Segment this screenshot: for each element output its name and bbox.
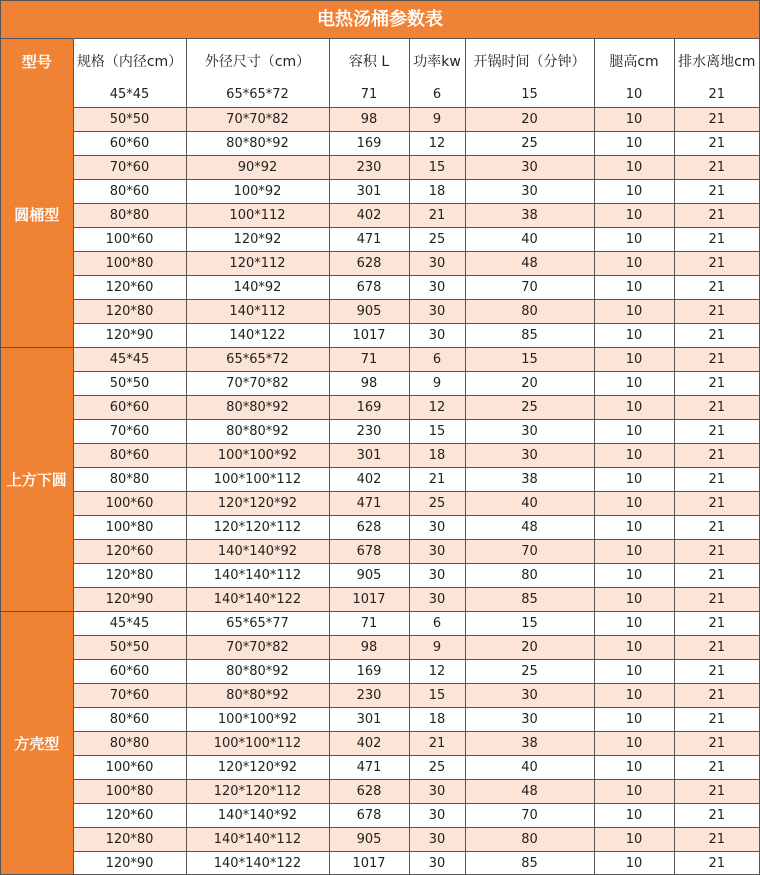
cell-power: 15 <box>409 419 465 443</box>
cell-power: 18 <box>409 443 465 467</box>
cell-drain-height: 21 <box>674 131 759 155</box>
cell-outer-size: 100*100*112 <box>186 731 329 755</box>
cell-drain-height: 21 <box>674 371 759 395</box>
cell-leg-height: 10 <box>594 563 674 587</box>
cell-volume: 301 <box>329 179 409 203</box>
table-row <box>1 131 759 155</box>
cell-leg-height: 10 <box>594 467 674 491</box>
table-row <box>1 83 759 107</box>
cell-power: 15 <box>409 683 465 707</box>
cell-inner-size: 50*50 <box>73 371 186 395</box>
cell-leg-height: 10 <box>594 275 674 299</box>
table-row <box>1 731 759 755</box>
cell-boil-time: 15 <box>465 83 594 107</box>
cell-boil-time: 70 <box>465 275 594 299</box>
cell-boil-time: 30 <box>465 707 594 731</box>
cell-leg-height: 10 <box>594 635 674 659</box>
cell-power: 9 <box>409 635 465 659</box>
cell-leg-height: 10 <box>594 539 674 563</box>
table-row <box>1 563 759 587</box>
cell-power: 30 <box>409 827 465 851</box>
cell-inner-size: 60*60 <box>73 131 186 155</box>
cell-power: 15 <box>409 155 465 179</box>
cell-power: 6 <box>409 83 465 107</box>
table-row <box>1 443 759 467</box>
cell-inner-size: 100*60 <box>73 227 186 251</box>
table-row <box>1 347 759 371</box>
cell-inner-size: 120*90 <box>73 851 186 875</box>
cell-volume: 71 <box>329 611 409 635</box>
cell-outer-size: 70*70*82 <box>186 107 329 131</box>
group-label: 方壳型 <box>1 611 73 875</box>
cell-power: 18 <box>409 707 465 731</box>
cell-volume: 230 <box>329 683 409 707</box>
cell-volume: 678 <box>329 803 409 827</box>
cell-outer-size: 65*65*77 <box>186 611 329 635</box>
cell-drain-height: 21 <box>674 155 759 179</box>
header-outer-size: 外径尺寸（cm） <box>186 39 329 83</box>
cell-volume: 905 <box>329 299 409 323</box>
cell-power: 30 <box>409 563 465 587</box>
cell-inner-size: 80*60 <box>73 707 186 731</box>
page-title: 电热汤桶参数表 <box>1 1 759 39</box>
cell-drain-height: 21 <box>674 83 759 107</box>
cell-leg-height: 10 <box>594 83 674 107</box>
table-row <box>1 467 759 491</box>
cell-outer-size: 140*92 <box>186 275 329 299</box>
cell-boil-time: 70 <box>465 803 594 827</box>
cell-drain-height: 21 <box>674 707 759 731</box>
cell-leg-height: 10 <box>594 323 674 347</box>
cell-leg-height: 10 <box>594 851 674 875</box>
cell-inner-size: 80*60 <box>73 443 186 467</box>
cell-volume: 905 <box>329 827 409 851</box>
table-row <box>1 755 759 779</box>
cell-outer-size: 65*65*72 <box>186 83 329 107</box>
cell-outer-size: 70*70*82 <box>186 635 329 659</box>
cell-volume: 98 <box>329 635 409 659</box>
cell-volume: 1017 <box>329 851 409 875</box>
cell-volume: 402 <box>329 203 409 227</box>
cell-volume: 402 <box>329 731 409 755</box>
cell-drain-height: 21 <box>674 563 759 587</box>
cell-leg-height: 10 <box>594 227 674 251</box>
cell-inner-size: 120*90 <box>73 587 186 611</box>
cell-inner-size: 80*80 <box>73 467 186 491</box>
cell-power: 30 <box>409 515 465 539</box>
cell-outer-size: 90*92 <box>186 155 329 179</box>
cell-outer-size: 140*140*122 <box>186 587 329 611</box>
cell-power: 6 <box>409 347 465 371</box>
cell-drain-height: 21 <box>674 395 759 419</box>
cell-leg-height: 10 <box>594 491 674 515</box>
cell-drain-height: 21 <box>674 659 759 683</box>
table-row <box>1 539 759 563</box>
cell-outer-size: 70*70*82 <box>186 371 329 395</box>
table-row <box>1 203 759 227</box>
cell-drain-height: 21 <box>674 587 759 611</box>
cell-volume: 678 <box>329 275 409 299</box>
cell-inner-size: 120*80 <box>73 827 186 851</box>
table-row <box>1 299 759 323</box>
cell-drain-height: 21 <box>674 851 759 875</box>
table-row <box>1 827 759 851</box>
table-row <box>1 371 759 395</box>
table-row <box>1 683 759 707</box>
table-row <box>1 275 759 299</box>
cell-leg-height: 10 <box>594 443 674 467</box>
cell-outer-size: 140*140*92 <box>186 803 329 827</box>
cell-boil-time: 20 <box>465 635 594 659</box>
cell-leg-height: 10 <box>594 251 674 275</box>
cell-inner-size: 100*80 <box>73 515 186 539</box>
cell-volume: 628 <box>329 779 409 803</box>
cell-power: 30 <box>409 779 465 803</box>
cell-inner-size: 70*60 <box>73 683 186 707</box>
cell-inner-size: 100*60 <box>73 755 186 779</box>
cell-inner-size: 70*60 <box>73 155 186 179</box>
cell-leg-height: 10 <box>594 515 674 539</box>
cell-drain-height: 21 <box>674 491 759 515</box>
cell-boil-time: 48 <box>465 779 594 803</box>
cell-inner-size: 45*45 <box>73 611 186 635</box>
cell-power: 12 <box>409 131 465 155</box>
cell-drain-height: 21 <box>674 251 759 275</box>
table-row <box>1 395 759 419</box>
cell-drain-height: 21 <box>674 179 759 203</box>
cell-volume: 301 <box>329 443 409 467</box>
cell-inner-size: 70*60 <box>73 419 186 443</box>
spec-table <box>1 39 759 875</box>
cell-volume: 1017 <box>329 587 409 611</box>
cell-drain-height: 21 <box>674 731 759 755</box>
cell-boil-time: 30 <box>465 179 594 203</box>
cell-power: 12 <box>409 395 465 419</box>
table-row <box>1 227 759 251</box>
cell-outer-size: 120*120*92 <box>186 491 329 515</box>
cell-drain-height: 21 <box>674 275 759 299</box>
cell-outer-size: 80*80*92 <box>186 131 329 155</box>
cell-drain-height: 21 <box>674 515 759 539</box>
table-row <box>1 779 759 803</box>
cell-leg-height: 10 <box>594 347 674 371</box>
cell-power: 21 <box>409 467 465 491</box>
cell-power: 25 <box>409 227 465 251</box>
cell-volume: 905 <box>329 563 409 587</box>
cell-outer-size: 80*80*92 <box>186 659 329 683</box>
cell-leg-height: 10 <box>594 755 674 779</box>
cell-inner-size: 120*60 <box>73 803 186 827</box>
cell-power: 9 <box>409 107 465 131</box>
cell-boil-time: 38 <box>465 467 594 491</box>
table-row <box>1 323 759 347</box>
cell-drain-height: 21 <box>674 227 759 251</box>
cell-outer-size: 140*122 <box>186 323 329 347</box>
cell-outer-size: 100*100*92 <box>186 707 329 731</box>
group-label: 上方下圆 <box>1 347 73 611</box>
cell-inner-size: 45*45 <box>73 347 186 371</box>
cell-drain-height: 21 <box>674 347 759 371</box>
cell-leg-height: 10 <box>594 611 674 635</box>
cell-leg-height: 10 <box>594 659 674 683</box>
cell-drain-height: 21 <box>674 611 759 635</box>
cell-boil-time: 38 <box>465 731 594 755</box>
table-row <box>1 491 759 515</box>
cell-outer-size: 140*140*92 <box>186 539 329 563</box>
group-label: 圆桶型 <box>1 83 73 347</box>
cell-inner-size: 45*45 <box>73 83 186 107</box>
cell-volume: 98 <box>329 107 409 131</box>
cell-leg-height: 10 <box>594 131 674 155</box>
cell-outer-size: 140*112 <box>186 299 329 323</box>
cell-leg-height: 10 <box>594 371 674 395</box>
cell-inner-size: 120*60 <box>73 539 186 563</box>
cell-boil-time: 80 <box>465 299 594 323</box>
cell-boil-time: 30 <box>465 419 594 443</box>
cell-leg-height: 10 <box>594 179 674 203</box>
cell-boil-time: 80 <box>465 563 594 587</box>
cell-outer-size: 120*112 <box>186 251 329 275</box>
cell-outer-size: 120*120*112 <box>186 515 329 539</box>
cell-boil-time: 20 <box>465 371 594 395</box>
cell-inner-size: 80*80 <box>73 203 186 227</box>
cell-boil-time: 80 <box>465 827 594 851</box>
cell-boil-time: 15 <box>465 347 594 371</box>
cell-drain-height: 21 <box>674 803 759 827</box>
table-row <box>1 419 759 443</box>
cell-power: 30 <box>409 275 465 299</box>
cell-power: 30 <box>409 587 465 611</box>
cell-boil-time: 25 <box>465 131 594 155</box>
table-row <box>1 251 759 275</box>
cell-outer-size: 65*65*72 <box>186 347 329 371</box>
cell-boil-time: 30 <box>465 683 594 707</box>
cell-leg-height: 10 <box>594 683 674 707</box>
cell-volume: 628 <box>329 251 409 275</box>
cell-inner-size: 60*60 <box>73 659 186 683</box>
cell-boil-time: 85 <box>465 587 594 611</box>
header-boil-time: 开锅时间（分钟） <box>465 39 594 83</box>
header-row <box>1 39 759 83</box>
cell-volume: 169 <box>329 659 409 683</box>
table-body <box>1 83 759 875</box>
table-row <box>1 179 759 203</box>
header-drain-height: 排水离地cm <box>674 39 759 83</box>
cell-boil-time: 70 <box>465 539 594 563</box>
cell-leg-height: 10 <box>594 707 674 731</box>
table-row <box>1 155 759 179</box>
cell-outer-size: 80*80*92 <box>186 419 329 443</box>
cell-outer-size: 140*140*122 <box>186 851 329 875</box>
cell-leg-height: 10 <box>594 299 674 323</box>
cell-volume: 71 <box>329 83 409 107</box>
cell-boil-time: 30 <box>465 155 594 179</box>
cell-power: 30 <box>409 851 465 875</box>
cell-inner-size: 120*80 <box>73 563 186 587</box>
header-leg-height: 腿高cm <box>594 39 674 83</box>
cell-leg-height: 10 <box>594 203 674 227</box>
cell-drain-height: 21 <box>674 467 759 491</box>
cell-volume: 98 <box>329 371 409 395</box>
cell-drain-height: 21 <box>674 827 759 851</box>
cell-boil-time: 20 <box>465 107 594 131</box>
cell-boil-time: 85 <box>465 323 594 347</box>
cell-inner-size: 50*50 <box>73 635 186 659</box>
cell-boil-time: 40 <box>465 755 594 779</box>
cell-drain-height: 21 <box>674 635 759 659</box>
cell-power: 9 <box>409 371 465 395</box>
cell-leg-height: 10 <box>594 827 674 851</box>
cell-volume: 301 <box>329 707 409 731</box>
table-row <box>1 611 759 635</box>
cell-inner-size: 80*60 <box>73 179 186 203</box>
cell-power: 30 <box>409 539 465 563</box>
cell-drain-height: 21 <box>674 539 759 563</box>
cell-volume: 230 <box>329 419 409 443</box>
cell-drain-height: 21 <box>674 755 759 779</box>
cell-power: 12 <box>409 659 465 683</box>
cell-inner-size: 100*80 <box>73 779 186 803</box>
cell-inner-size: 100*60 <box>73 491 186 515</box>
cell-outer-size: 100*100*112 <box>186 467 329 491</box>
cell-outer-size: 80*80*92 <box>186 395 329 419</box>
cell-outer-size: 100*92 <box>186 179 329 203</box>
cell-boil-time: 38 <box>465 203 594 227</box>
cell-inner-size: 60*60 <box>73 395 186 419</box>
cell-boil-time: 40 <box>465 227 594 251</box>
cell-outer-size: 120*120*112 <box>186 779 329 803</box>
cell-leg-height: 10 <box>594 419 674 443</box>
cell-leg-height: 10 <box>594 155 674 179</box>
cell-boil-time: 25 <box>465 395 594 419</box>
table-row <box>1 635 759 659</box>
cell-boil-time: 48 <box>465 515 594 539</box>
cell-power: 30 <box>409 251 465 275</box>
cell-power: 18 <box>409 179 465 203</box>
cell-volume: 71 <box>329 347 409 371</box>
cell-inner-size: 120*80 <box>73 299 186 323</box>
cell-power: 30 <box>409 323 465 347</box>
cell-volume: 471 <box>329 227 409 251</box>
cell-boil-time: 15 <box>465 611 594 635</box>
cell-volume: 402 <box>329 467 409 491</box>
cell-boil-time: 25 <box>465 659 594 683</box>
cell-volume: 678 <box>329 539 409 563</box>
cell-leg-height: 10 <box>594 731 674 755</box>
cell-power: 6 <box>409 611 465 635</box>
cell-power: 21 <box>409 203 465 227</box>
cell-drain-height: 21 <box>674 203 759 227</box>
cell-volume: 471 <box>329 755 409 779</box>
cell-volume: 230 <box>329 155 409 179</box>
cell-leg-height: 10 <box>594 107 674 131</box>
cell-outer-size: 120*120*92 <box>186 755 329 779</box>
table-row <box>1 107 759 131</box>
cell-power: 30 <box>409 803 465 827</box>
cell-inner-size: 120*60 <box>73 275 186 299</box>
cell-boil-time: 85 <box>465 851 594 875</box>
cell-boil-time: 48 <box>465 251 594 275</box>
cell-drain-height: 21 <box>674 299 759 323</box>
cell-volume: 628 <box>329 515 409 539</box>
cell-leg-height: 10 <box>594 779 674 803</box>
header-power: 功率kw <box>409 39 465 83</box>
cell-drain-height: 21 <box>674 323 759 347</box>
cell-drain-height: 21 <box>674 443 759 467</box>
cell-inner-size: 50*50 <box>73 107 186 131</box>
cell-outer-size: 120*92 <box>186 227 329 251</box>
cell-power: 21 <box>409 731 465 755</box>
cell-drain-height: 21 <box>674 779 759 803</box>
cell-leg-height: 10 <box>594 395 674 419</box>
header-model: 型号 <box>1 39 73 83</box>
table-row <box>1 587 759 611</box>
cell-inner-size: 80*80 <box>73 731 186 755</box>
cell-leg-height: 10 <box>594 587 674 611</box>
table-row <box>1 803 759 827</box>
table-row <box>1 659 759 683</box>
cell-power: 25 <box>409 491 465 515</box>
cell-volume: 471 <box>329 491 409 515</box>
cell-inner-size: 100*80 <box>73 251 186 275</box>
cell-outer-size: 80*80*92 <box>186 683 329 707</box>
cell-boil-time: 30 <box>465 443 594 467</box>
cell-power: 25 <box>409 755 465 779</box>
cell-drain-height: 21 <box>674 683 759 707</box>
header-volume: 容积 L <box>329 39 409 83</box>
cell-drain-height: 21 <box>674 419 759 443</box>
cell-drain-height: 21 <box>674 107 759 131</box>
cell-power: 30 <box>409 299 465 323</box>
cell-inner-size: 120*90 <box>73 323 186 347</box>
cell-volume: 1017 <box>329 323 409 347</box>
cell-outer-size: 100*100*92 <box>186 443 329 467</box>
cell-outer-size: 140*140*112 <box>186 827 329 851</box>
cell-volume: 169 <box>329 131 409 155</box>
cell-leg-height: 10 <box>594 803 674 827</box>
cell-outer-size: 140*140*112 <box>186 563 329 587</box>
table-row <box>1 707 759 731</box>
table-row <box>1 851 759 875</box>
header-inner-size: 规格（内径cm） <box>73 39 186 83</box>
cell-volume: 169 <box>329 395 409 419</box>
table-row <box>1 515 759 539</box>
cell-outer-size: 100*112 <box>186 203 329 227</box>
cell-boil-time: 40 <box>465 491 594 515</box>
